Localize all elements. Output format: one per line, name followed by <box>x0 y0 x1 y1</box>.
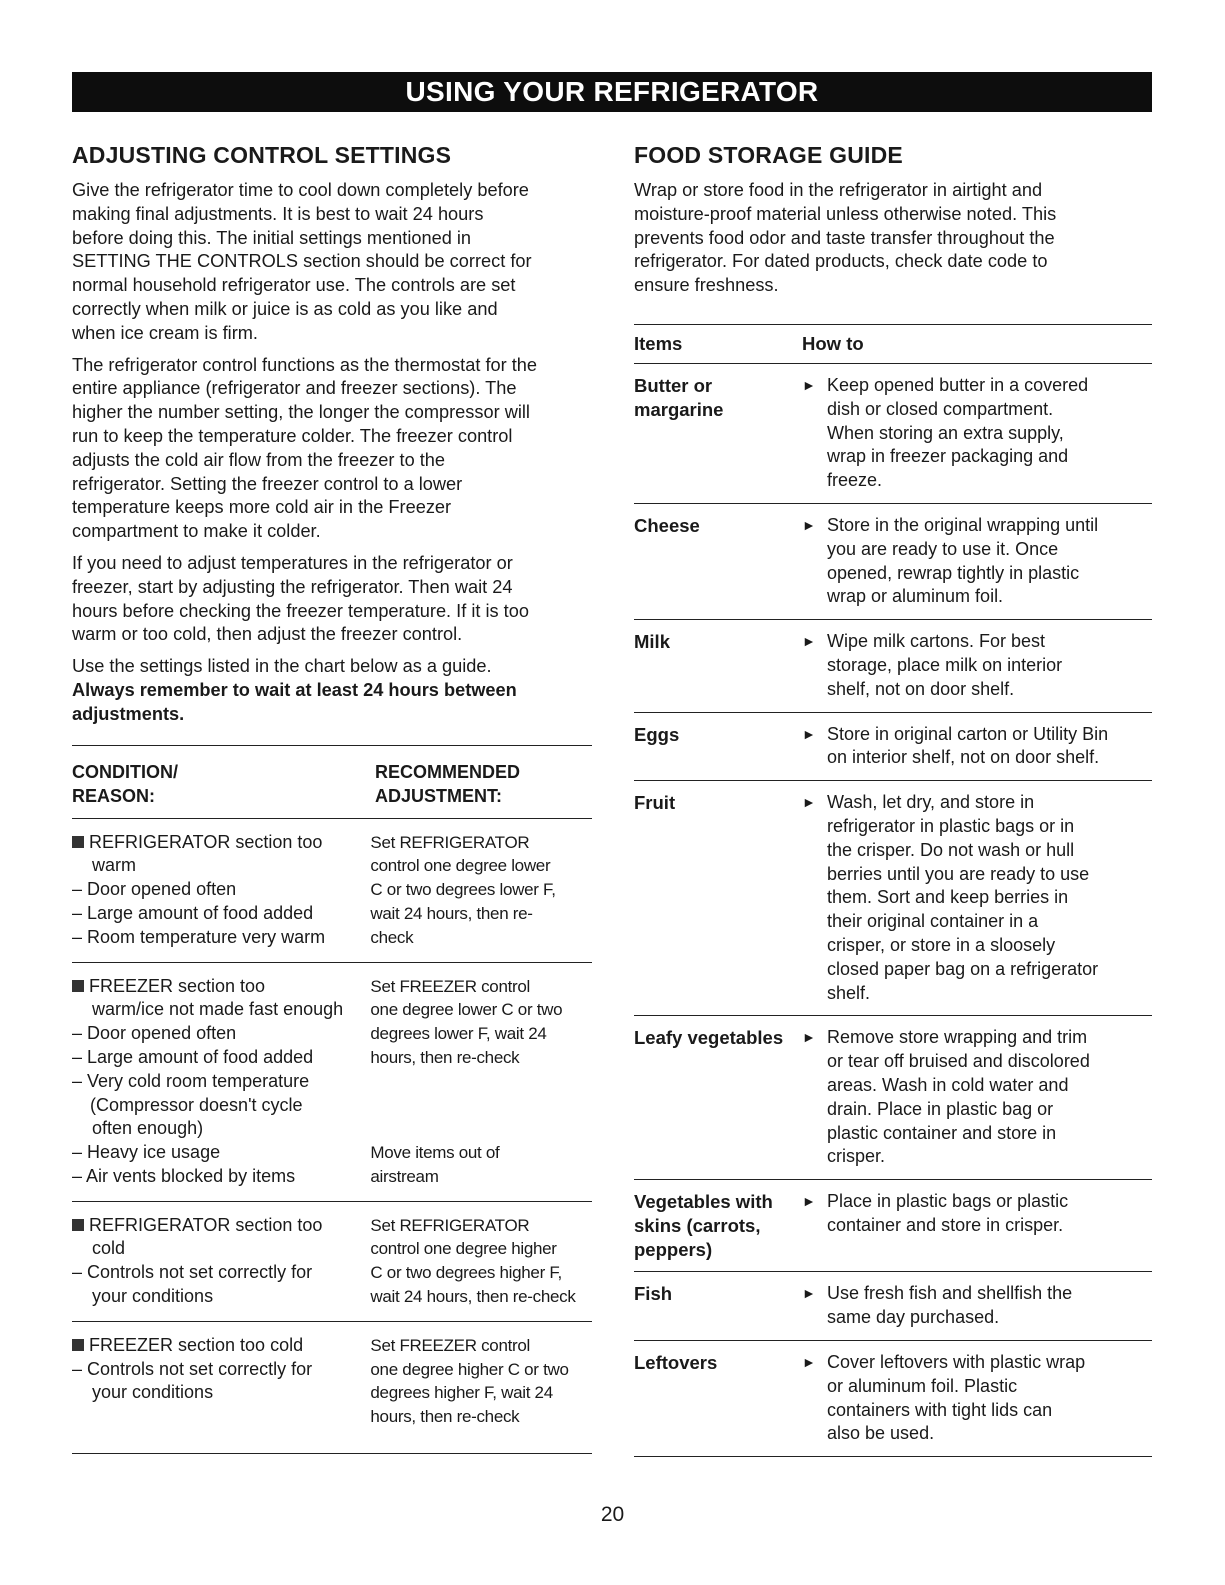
condition-line: warm <box>92 855 136 876</box>
adjustment-table <box>72 745 592 1455</box>
text-line: If you need to adjust temperatures in the refrigerator or <box>72 552 513 573</box>
howto-line: you are ready to use it. Once <box>827 538 1059 559</box>
howto-line: on interior shelf, not on door shelf. <box>827 747 1100 768</box>
page-number: 20 <box>600 1503 625 1526</box>
text-line: adjusts the cold air flow from the freezer to the <box>72 449 446 470</box>
text-line: ensure freshness. <box>634 275 779 296</box>
howto-line: container and store in crisper. <box>827 1214 1064 1235</box>
howto-line: drain. Place in plastic bag or <box>827 1098 1054 1119</box>
item-cell <box>634 723 802 771</box>
howto-line: areas. Wash in cold water and <box>827 1074 1069 1095</box>
table-row <box>634 364 1152 503</box>
howto-line: containers with tight lids can <box>827 1399 1053 1420</box>
arrow-bullet-icon: ► <box>802 725 816 742</box>
howto-line: Store in the original wrapping until <box>827 514 1099 535</box>
arrow-bullet-icon: ► <box>802 1285 816 1302</box>
howto-cell <box>802 630 1152 701</box>
text-line: before doing this. The initial settings mentioned in <box>72 227 472 248</box>
howto-line: When storing an extra supply, <box>827 422 1064 443</box>
howto-line: opened, rewrap tightly in plastic <box>827 562 1080 583</box>
table-row <box>72 1322 592 1441</box>
item-line: Butter or <box>634 374 713 396</box>
condition-line: warm/ice not made fast enough <box>92 999 344 1020</box>
condition-cell <box>72 1214 370 1309</box>
adjustment-line: one degree higher C or two <box>370 1359 569 1379</box>
paragraph <box>72 354 592 544</box>
item-cell <box>634 514 802 609</box>
condition-title-text: FREEZER section too <box>89 975 266 996</box>
paragraph <box>72 552 592 647</box>
item-line: margarine <box>634 398 724 420</box>
condition-line: your conditions <box>92 1382 214 1403</box>
adjustment-line: hours, then re-check <box>370 1407 520 1427</box>
items-header: Items <box>634 332 683 354</box>
adjustment-line: airstream <box>370 1166 439 1186</box>
text-line: Always remember to wait at least 24 hours between <box>72 679 517 700</box>
item-cell <box>634 1282 802 1330</box>
howto-line: plastic container and store in <box>827 1122 1057 1143</box>
table-row <box>634 781 1152 1015</box>
adjustment-line: C or two degrees lower F, <box>370 880 556 900</box>
text-line: compartment to make it colder. <box>72 521 321 542</box>
condition-line: – Large amount of food added <box>72 902 314 923</box>
text-line: Wrap or store food in the refrigerator in airtight and <box>634 180 1043 200</box>
text-line: The refrigerator control functions as the thermostat for the <box>72 354 538 375</box>
paragraph <box>72 179 592 346</box>
table-header <box>634 325 1152 363</box>
adjustment-line: degrees lower F, wait 24 <box>370 1024 547 1044</box>
adjustment-line: hours, then re-check <box>370 1047 520 1067</box>
table-row <box>634 713 1152 781</box>
adjustment-cell <box>370 975 592 1189</box>
adjustment-line: control one degree higher <box>370 1239 557 1259</box>
food-storage-section <box>634 142 1152 1457</box>
condition-title <box>72 1334 370 1358</box>
item-cell <box>634 1190 802 1261</box>
condition-line: – Controls not set correctly for <box>72 1262 313 1283</box>
table-row <box>72 1202 592 1321</box>
table-row <box>634 1272 1152 1340</box>
item-cell <box>634 374 802 493</box>
page-banner: USING YOUR REFRIGERATOR <box>72 72 1152 112</box>
howto-line: freeze. <box>827 470 883 491</box>
table-row <box>634 1341 1152 1456</box>
table-row <box>634 620 1152 711</box>
howto-line: Keep opened butter in a covered <box>827 374 1089 395</box>
arrow-bullet-icon: ► <box>802 1354 816 1371</box>
condition-title-text: FREEZER section too cold <box>89 1334 304 1355</box>
square-bullet-icon <box>72 836 84 848</box>
arrow-bullet-icon: ► <box>802 633 816 650</box>
text-line: normal household refrigerator use. The controls are set <box>72 275 516 296</box>
item-line: Cheese <box>634 514 700 536</box>
item-line: Eggs <box>634 723 680 745</box>
adjustment-line: Set REFRIGERATOR <box>370 832 530 852</box>
item-line: Fish <box>634 1283 673 1305</box>
howto-cell <box>802 791 1152 1005</box>
howto-cell <box>802 1351 1152 1446</box>
howto-line: also be used. <box>827 1423 935 1444</box>
condition-line: – Door opened often <box>72 879 237 900</box>
howto-line: wrap or aluminum foil. <box>827 586 1004 607</box>
item-cell <box>634 791 802 1005</box>
condition-line: – Heavy ice usage <box>72 1142 221 1163</box>
item-line: Vegetables with <box>634 1191 773 1213</box>
condition-line: cold <box>92 1238 126 1259</box>
arrow-bullet-icon: ► <box>802 794 816 811</box>
howto-line: Cover leftovers with plastic wrap <box>827 1352 1086 1373</box>
howto-line: same day purchased. <box>827 1307 1000 1328</box>
header-line: REASON: <box>72 785 156 806</box>
howto-line: Wipe milk cartons. For best <box>827 631 1046 652</box>
howto-cell <box>802 1282 1152 1330</box>
howto-line: crisper. <box>827 1146 886 1167</box>
howto-cell <box>802 723 1152 771</box>
condition-line: – Very cold room temperature <box>72 1070 310 1091</box>
howto-line: berries until you are ready to use <box>827 863 1090 884</box>
howto-cell <box>802 1026 1152 1169</box>
text-line: when ice cream is firm. <box>72 322 258 343</box>
condition-line: – Air vents blocked by items <box>72 1165 296 1186</box>
condition-cell <box>72 1334 370 1429</box>
table-row <box>634 504 1152 619</box>
arrow-bullet-icon: ► <box>802 1029 816 1046</box>
howto-header: How to <box>802 332 864 354</box>
condition-header <box>72 760 375 808</box>
howto-line: closed paper bag on a refrigerator <box>827 958 1099 979</box>
text-line: warm or too cold, then adjust the freezer control. <box>72 624 463 645</box>
item-line: Milk <box>634 631 670 653</box>
howto-cell <box>802 374 1152 493</box>
text-line: adjustments. <box>72 703 185 724</box>
condition-cell <box>72 975 370 1189</box>
howto-line: the crisper. Do not wash or hull <box>827 839 1075 860</box>
adjustment-line: Move items out of <box>370 1143 500 1163</box>
text-line: refrigerator. For dated products, check date code to <box>634 251 1048 272</box>
arrow-bullet-icon: ► <box>802 376 816 393</box>
table-header <box>72 746 592 818</box>
condition-line: often enough) <box>92 1118 204 1139</box>
adjustment-line: one degree lower C or two <box>370 1000 563 1020</box>
adjustment-line: Set REFRIGERATOR <box>370 1215 530 1235</box>
howto-line: or tear off bruised and discolored <box>827 1051 1090 1072</box>
condition-line: – Controls not set correctly for <box>72 1358 313 1379</box>
condition-title <box>72 975 370 999</box>
adjustment-header <box>375 760 520 808</box>
text-line: entire appliance (refrigerator and freezer sections). The <box>72 378 517 399</box>
text-line: correctly when milk or juice is as cold as you like and <box>72 298 498 319</box>
header-line: ADJUSTMENT: <box>375 785 503 806</box>
square-bullet-icon <box>72 1339 84 1351</box>
item-line: peppers) <box>634 1238 713 1260</box>
paragraph <box>634 179 1152 298</box>
condition-line: – Door opened often <box>72 1023 237 1044</box>
section-heading: FOOD STORAGE GUIDE <box>634 142 903 168</box>
adjustment-line: check <box>370 927 414 947</box>
adjustment-line: degrees higher F, wait 24 <box>370 1383 553 1403</box>
howto-line: Store in original carton or Utility Bin <box>827 723 1109 744</box>
adjustment-cell <box>370 831 592 950</box>
text-line: moisture-proof material unless otherwise noted. This <box>634 203 1057 224</box>
item-line: Fruit <box>634 792 676 814</box>
howto-line: Place in plastic bags or plastic <box>827 1191 1069 1212</box>
howto-cell <box>802 514 1152 609</box>
item-cell <box>634 1026 802 1169</box>
item-line: Leftovers <box>634 1352 718 1374</box>
text-line: prevents food odor and taste transfer throughout the <box>634 227 1055 248</box>
table-row <box>72 819 592 962</box>
adjustment-line: wait 24 hours, then re-check <box>370 1287 576 1307</box>
item-line: Leafy vegetables <box>634 1027 784 1049</box>
condition-title-text: REFRIGERATOR section too <box>89 1214 323 1235</box>
text-line: SETTING THE CONTROLS section should be correct for <box>72 251 532 272</box>
condition-title <box>72 831 370 855</box>
adjustment-line: C or two degrees higher F, <box>370 1263 562 1283</box>
condition-title <box>72 1214 370 1238</box>
howto-line: Use fresh fish and shellfish the <box>827 1283 1073 1304</box>
condition-cell <box>72 831 370 950</box>
item-cell <box>634 630 802 701</box>
adjustment-line: Set FREEZER control <box>370 976 531 996</box>
adjustment-line: Set FREEZER control <box>370 1335 531 1355</box>
paragraph <box>72 655 592 679</box>
text-line: Use the settings listed in the chart below as a guide. <box>72 656 492 677</box>
food-storage-table <box>634 324 1152 1457</box>
square-bullet-icon <box>72 980 84 992</box>
howto-line: Wash, let dry, and store in <box>827 792 1035 813</box>
howto-line: their original container in a <box>827 911 1039 932</box>
howto-line: crisper, or store in a sloosely <box>827 934 1056 955</box>
howto-line: them. Sort and keep berries in <box>827 887 1069 908</box>
condition-line: (Compressor doesn't cycle <box>90 1094 303 1115</box>
adjustment-line: control one degree lower <box>370 856 551 876</box>
howto-line: refrigerator in plastic bags or in <box>827 815 1075 836</box>
condition-line: – Large amount of food added <box>72 1046 314 1067</box>
table-row <box>72 963 592 1201</box>
text-line: refrigerator. Setting the freezer control to a lower <box>72 473 463 494</box>
item-line: skins (carrots, <box>634 1214 761 1236</box>
condition-title-text: REFRIGERATOR section too <box>89 831 323 852</box>
howto-line: or aluminum foil. Plastic <box>827 1375 1018 1396</box>
text-line: hours before checking the freezer temperature. If it is too <box>72 600 529 621</box>
text-line: run to keep the temperature colder. The freezer control <box>72 425 513 446</box>
section-heading: ADJUSTING CONTROL SETTINGS <box>72 142 452 168</box>
arrow-bullet-icon: ► <box>802 1193 816 1210</box>
text-line: higher the number setting, the longer the compressor will <box>72 402 530 423</box>
header-line: RECOMMENDED <box>375 761 521 782</box>
howto-line: storage, place milk on interior <box>827 654 1063 675</box>
howto-line: shelf. <box>827 982 871 1003</box>
table-row <box>634 1180 1152 1271</box>
adjustment-cell <box>370 1334 592 1429</box>
howto-line: Remove store wrapping and trim <box>827 1027 1088 1048</box>
condition-line: – Room temperature very warm <box>72 926 326 947</box>
adjustment-line: wait 24 hours, then re- <box>370 903 533 923</box>
arrow-bullet-icon: ► <box>802 516 816 533</box>
text-line: Give the refrigerator time to cool down completely before <box>72 180 529 200</box>
adjustment-cell <box>370 1214 592 1309</box>
howto-cell <box>802 1190 1152 1261</box>
header-line: CONDITION/ <box>72 761 178 782</box>
bold-note <box>72 679 592 727</box>
square-bullet-icon <box>72 1219 84 1231</box>
condition-line: your conditions <box>92 1286 214 1307</box>
howto-line: shelf, not on door shelf. <box>827 678 1015 699</box>
adjusting-controls-section <box>72 142 592 1454</box>
text-line: freezer, start by adjusting the refrigerator. Then wait 24 <box>72 576 513 597</box>
table-row <box>634 1016 1152 1179</box>
howto-line: wrap in freezer packaging and <box>827 446 1069 467</box>
text-line: making final adjustments. It is best to wait 24 hours <box>72 203 484 224</box>
table-rule <box>634 1456 1152 1457</box>
item-cell <box>634 1351 802 1446</box>
text-line: temperature keeps more cold air in the Freezer <box>72 497 452 518</box>
table-rule <box>72 1453 592 1454</box>
howto-line: dish or closed compartment. <box>827 398 1054 419</box>
